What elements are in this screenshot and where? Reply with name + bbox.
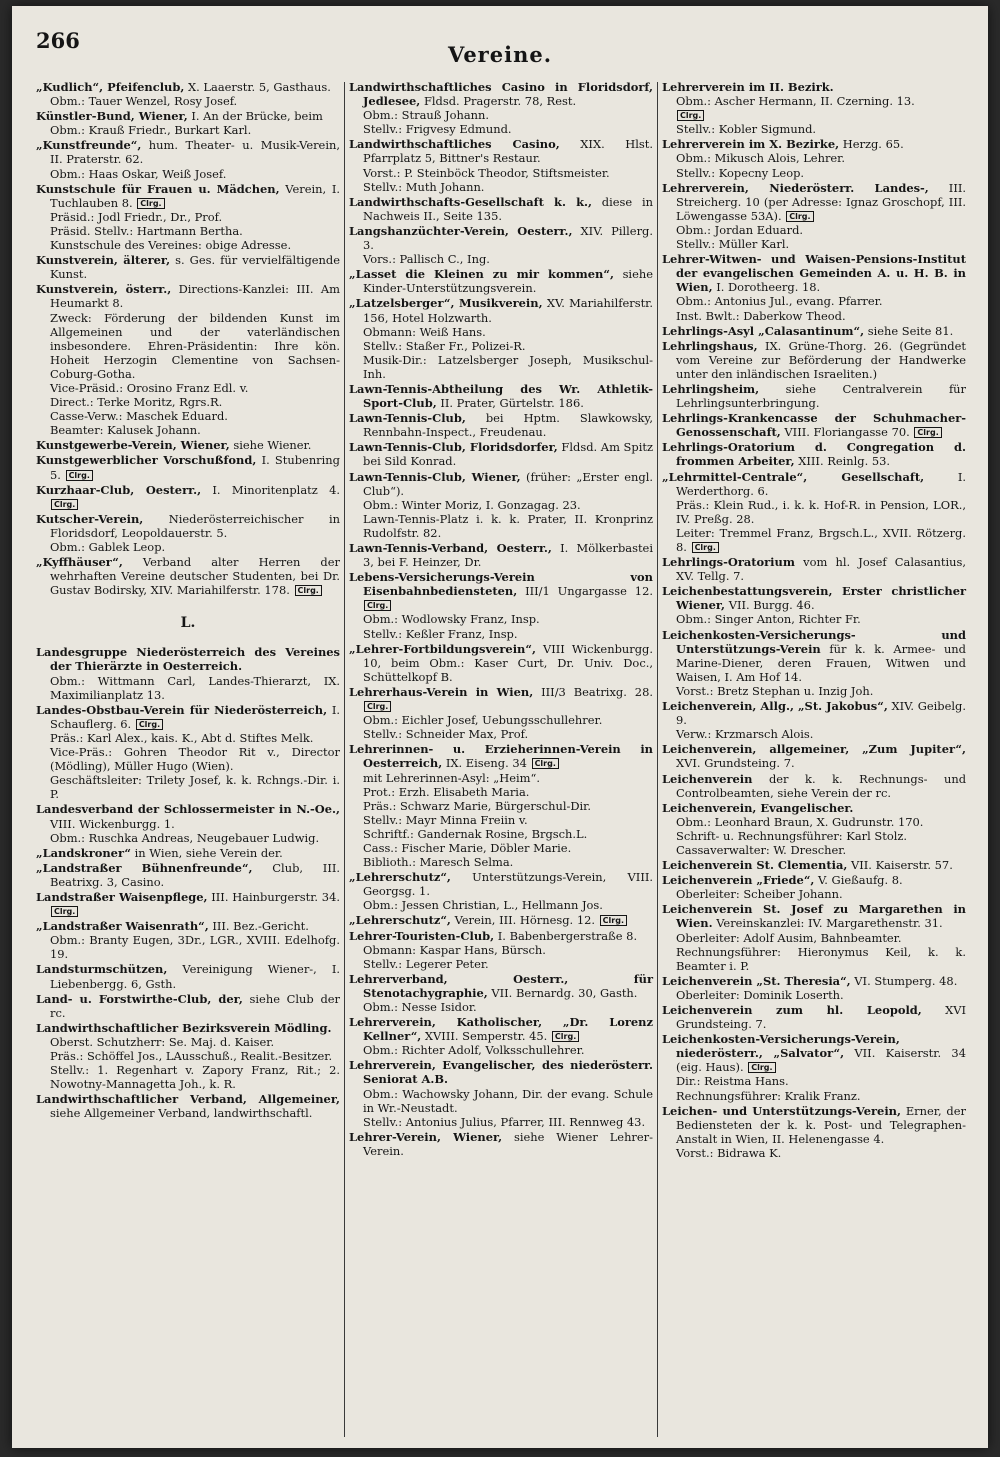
entry-address: I. Stubenring 5. [50, 453, 340, 482]
entry-name: „Lehrerschutz“, [349, 870, 451, 885]
entry-officer-line: Geschäftsleiter: Trilety Josef, k. k. Rchngs.-Dir. i. P. [50, 773, 340, 802]
entry-name: Kunstschule für Frauen u. Mädchen, [36, 181, 280, 196]
entry-officer-line: Stellv.: Muth Johann. [363, 179, 485, 194]
entry-name: Lehrerverein, Evangelischer, des niederösterr. Seniorat A.B. [349, 1058, 653, 1087]
entry-name: Lebens-Versicherungs-Verein von Eisenbahnbediensteten, [349, 570, 653, 599]
entry-officer-line: Obm.: Winter Moriz, I. Gonzagag. 23. [363, 497, 581, 512]
entry-officer-line: Stellv.: Kobler Sigmund. [676, 122, 817, 137]
entry-address: VIII Wickenburgg. 10, beim Obm.: Kaser Curt, Dr. Univ. Doc., Schüttelkopf B. [363, 641, 653, 684]
entry-officer-line: Stellv.: Frigvesy Edmund. [363, 122, 512, 137]
directory-entry [662, 324, 966, 338]
entry-name: Leichenkosten-Versicherungs- und Unterstützungs-Verein [662, 627, 966, 656]
entry-address: III. Streicherg. 10 (per Adresse: Ignaz Groschopf, III. Löwengasse 53A). [676, 180, 966, 223]
entry-name: Leichenverein, Allg., „St. Jakobus“, [662, 699, 888, 714]
entry-address: Fldsd. Am Spitz bei Sild Konrad. [363, 440, 653, 469]
entry-name: Leichenverein zum hl. Leopold, [662, 1003, 922, 1017]
entry-officer-line: Vice-Präs.: Gohren Theodor Rit v., Director (Mödling), Müller Hugo (Wien). [50, 745, 340, 774]
entry-name: „Kudlich“, Pfeifenclub, [36, 80, 185, 94]
directory-entry [349, 742, 653, 869]
entry-officer-line: Präs.: Schöffel Jos., LAusschuß., Realit.-Besitzer. [50, 1049, 333, 1063]
entry-name: Landesverband der Schlossermeister in N.-Oe., [36, 802, 340, 817]
entry-officer-line: Obm.: Jessen Christian, L., Hellmann Jos. [363, 898, 603, 913]
entry-name: Landwirthschaftlicher Bezirksverein Mödling. [36, 1020, 332, 1035]
clearing-badge: Clrg. [532, 758, 559, 769]
entry-name: Kunstgewerbe-Verein, Wiener, [36, 438, 230, 453]
entry-name: Künstler-Bund, Wiener, [36, 109, 188, 124]
entry-name: Kunstverein, älterer, [36, 253, 171, 268]
directory-entry [36, 1092, 340, 1120]
entry-officer-line: Obmann: Weiß Hans. [363, 324, 486, 339]
directory-entry [662, 699, 966, 741]
entry-officer-line: Cassaverwalter: W. Drescher. [676, 842, 847, 857]
entry-address: Erner, der Bediensteten der k. k. Post- und Telegraphen-Anstalt in Wien, II. Helenengasse 4. [676, 1103, 966, 1146]
entry-address: siehe Wiener. [233, 438, 312, 453]
directory-entry [36, 253, 340, 281]
entry-officer-line: Obm.: Ascher Hermann, II. Czerning. 13. [676, 94, 915, 109]
entry-address: in Wien, siehe Verein der. [134, 845, 283, 860]
directory-entry [349, 541, 653, 569]
directory-entry [349, 267, 653, 295]
entry-name: Lehrlingsheim, [662, 381, 760, 396]
entry-officer-line: Stellv.: Legerer Peter. [363, 956, 489, 971]
directory-entry [662, 873, 966, 901]
clearing-badge: Clrg. [51, 906, 78, 917]
entry-address: (früher: „Erster engl. Club“). [363, 469, 653, 498]
entry-address: IX. Eiseng. 34 [445, 756, 527, 771]
entry-address: siehe Centralverein für Lehrlingsunterbringung. [676, 381, 967, 411]
entry-address: I. An der Brücke, beim [191, 109, 323, 124]
entry-name: Landwirthschaftliches Casino in Floridsdorf, Jedlesee, [349, 80, 653, 109]
directory-entry [349, 382, 653, 410]
entry-officer-line: Obm.: Wachowsky Johann, Dir. der evang. Schule in Wr.-Neustadt. [363, 1086, 653, 1115]
directory-entry [36, 483, 340, 511]
entry-officer-line: Obm.: Richter Adolf, Volksschullehrer. [363, 1043, 585, 1058]
entry-name: Landwirthschaftlicher Verband, Allgemeiner, [36, 1092, 340, 1107]
entry-officer-line: Obm.: Branty Eugen, 3Dr., LGR., XVIII. Edelhofg. 19. [50, 933, 340, 962]
directory-entry [36, 109, 340, 137]
entry-address: I. Dorotheerg. 18. [716, 280, 821, 295]
entry-address: Vereinskanzlei: IV. Margarethenstr. 31. [716, 916, 943, 931]
entry-officer-line: Obm.: Eichler Josef, Uebungsschullehrer. [363, 713, 603, 728]
entry-address: XVI Grundsteing. 7. [676, 1003, 966, 1032]
directory-entry [349, 913, 653, 927]
directory-entry [349, 1015, 653, 1057]
entry-officer-line: Obm.: Antonius Jul., evang. Pfarrer. [676, 294, 883, 309]
entry-officer-line: Inst. Bwlt.: Daberkow Theod. [676, 308, 846, 323]
directory-entry [36, 861, 340, 889]
entry-address: I. Schauflerg. 6. [50, 702, 340, 731]
column-1 [32, 80, 344, 1438]
entry-officer-line: Obm.: Haas Oskar, Weiß Josef. [50, 166, 227, 181]
entry-officer-line: Dir.: Reistma Hans. [676, 1074, 789, 1089]
entry-officer-line: Stellv.: 1. Regenhart v. Zapory Franz, Rit.; 2. Nowotny-Mannagetta Joh., k. R. [50, 1063, 340, 1092]
entry-officer-line: Obm.: Strauß Johann. [363, 108, 490, 123]
entry-officer-line: Leiter: Tremmel Franz, Brgsch.L., XVII. Rötzerg. 8. Clrg. [676, 525, 966, 554]
entry-officer-line: Obmann: Kaspar Hans, Bürsch. [363, 942, 546, 957]
entry-address: III/3 Beatrixg. 28. [541, 684, 653, 699]
section-letter-heading: L. [180, 615, 196, 632]
entry-address: siehe Allgemeiner Verband, landwirthschaftl. [50, 1106, 313, 1121]
entry-officer-line: Schriftf.: Gandernak Rosine, Brgsch.L. [363, 826, 588, 841]
clearing-badge: Clrg. [692, 542, 719, 553]
entry-officer-line: Rechnungsführer: Kralik Franz. [676, 1088, 861, 1103]
entry-officer-line: Oberst. Schutzherr: Se. Maj. d. Kaiser. [50, 1034, 275, 1049]
directory-entry [662, 555, 966, 583]
entry-address: III/1 Ungargasse 12. [525, 584, 653, 599]
entry-name: „Lehrer-Fortbildungsverein“, [349, 641, 536, 656]
entry-name: Land- u. Forstwirthe-Club, der, [36, 991, 243, 1006]
entry-name: Lehrerverein, Niederösterr. Landes-, [662, 180, 929, 195]
directory-entry [662, 181, 966, 251]
entry-officer-line: Oberleiter: Scheiber Johann. [676, 887, 843, 902]
entry-name: Leichenverein St. Josef zu Margarethen in Wien. [662, 902, 966, 931]
entry-address: XV. Mariahilferstr. 156, Hotel Holzwarth. [363, 296, 654, 325]
entry-officer-line: Obm.: Singer Anton, Richter Fr. [676, 612, 861, 627]
entry-officer-line: Oberleiter: Dominik Loserth. [676, 987, 844, 1002]
column-3 [658, 80, 970, 1438]
entry-address: VI. Stumperg. 48. [854, 973, 958, 988]
directory-entry [36, 703, 340, 802]
directory-entry [349, 411, 653, 439]
entry-address: VIII. Wickenburgg. 1. [50, 816, 175, 831]
entry-officer-line: Obm.: Jordan Eduard. [676, 222, 804, 237]
entry-officer-line: Biblioth.: Maresch Selma. [363, 855, 514, 870]
entry-officer-line: Obm.: Tauer Wenzel, Rosy Josef. [50, 94, 238, 109]
entry-address: X. Laaerstr. 5, Gasthaus. [188, 80, 331, 94]
entry-name: Lehrerhaus-Verein in Wien, [349, 684, 534, 699]
entry-officer-line: Direct.: Terke Moritz, Rgrs.R. [50, 395, 223, 410]
entry-address: hum. Theater- u. Musik-Verein, II. Praterstr. 62. [50, 138, 340, 167]
entry-officer-line: mit Lehrerinnen-Asyl: „Heim“. [363, 770, 540, 785]
entry-officer-line: Obm.: Wodlowsky Franz, Insp. [363, 612, 540, 627]
clearing-badge: Clrg. [364, 701, 391, 712]
entry-address: diese in Nachweis II., Seite 135. [363, 194, 654, 223]
entry-name: Lawn-Tennis-Verband, Oesterr., [349, 541, 552, 555]
entry-officer-line: Obm.: Ruschka Andreas, Neugebauer Ludwig. [50, 830, 320, 845]
entry-name: Lehrlingshaus, [662, 338, 758, 353]
entry-officer-line: Stellv.: Müller Karl. [676, 237, 790, 252]
entry-officer-line: Präs.: Karl Alex., kais. K., Abt d. Stiftes Melk. [50, 730, 314, 745]
entry-name: Lehrlings-Oratorium [662, 555, 795, 570]
entry-name: „Landstraßer Bühnenfreunde“, [36, 860, 253, 875]
directory-entry [349, 972, 653, 1014]
entry-officer-line: Stellv.: Mayr Minna Freiin v. [363, 812, 528, 827]
directory-entry [349, 685, 653, 741]
entry-name: Kunstgewerblicher Vorschußfond, [36, 453, 257, 468]
clearing-badge: Clrg. [137, 198, 164, 209]
entry-name: Kurzhaar-Club, Oesterr., [36, 482, 202, 497]
entry-address: Fldsd. Pragerstr. 78, Rest. [423, 94, 577, 109]
entry-name: Leichenverein St. Clementia, [662, 858, 848, 873]
directory-columns [32, 80, 970, 1438]
entry-officer-line: Vorst.: Bretz Stephan u. Inzig Joh. [676, 683, 874, 698]
entry-address: XIII. Reinlg. 53. [798, 454, 891, 469]
entry-officer-line: Vorst.: Bidrawa K. [676, 1145, 782, 1160]
entry-officer-line: Präs.: Klein Rud., i. k. k. Hof-R. in Pension, LOR., IV. Preßg. 28. [676, 497, 966, 526]
directory-entry [349, 1130, 653, 1158]
entry-address: XVIII. Semperstr. 45. [424, 1029, 548, 1044]
entry-officer-line: Obm.: Wittmann Carl, Landes-Thierarzt, IX. Maximilianplatz 13. [50, 673, 340, 702]
entry-name: Leichen- und Unterstützungs-Verein, [662, 1103, 901, 1118]
entry-address: VII. Kaiserstr. 57. [851, 858, 953, 873]
directory-entry [662, 628, 966, 698]
directory-entry [349, 929, 653, 971]
directory-entry [662, 80, 966, 136]
page-title: Vereine. [447, 42, 553, 67]
entry-officer-line: Stellv.: Kopecny Leop. [676, 165, 805, 180]
entry-name: „Landstraßer Waisenrath“, [36, 919, 209, 934]
directory-entry [349, 1058, 653, 1128]
entry-name: Leichenverein, Evangelischer. [662, 800, 854, 815]
directory-entry [36, 512, 340, 554]
directory-entry [36, 182, 340, 252]
entry-address: XVI. Grundsteing. 7. [676, 756, 795, 771]
entry-name: Lehrerverein im II. Bezirk. [662, 80, 834, 94]
directory-entry [349, 80, 653, 136]
directory-entry [662, 470, 966, 555]
directory-entry [36, 138, 340, 180]
entry-address: Verband alter Herren der wehrhaften Vereine deutscher Studenten, bei Dr. Gustav Bodirsky, XIV. Mariahilferstr. 178. [50, 555, 340, 598]
entry-officer-line: Obm.: Krauß Friedr., Burkart Karl. [50, 123, 252, 138]
entry-address: II. Prater, Gürtelstr. 186. [440, 396, 584, 411]
directory-entry [662, 1003, 966, 1031]
directory-entry [349, 440, 653, 468]
entry-address: III. Hainburgerstr. 34. [211, 889, 340, 904]
directory-entry [349, 296, 653, 381]
entry-address: der k. k. Rechnungs- und Controlbeamten, siehe Verein der rc. [676, 771, 967, 800]
entry-name: Lawn-Tennis-Club, Wiener, [349, 469, 521, 484]
directory-entry [662, 858, 966, 872]
directory-entry [36, 80, 340, 108]
entry-address: V. Gießaufg. 8. [818, 873, 903, 888]
entry-officer-line: Obm.: Leonhard Braun, X. Gudrunstr. 170. [676, 814, 924, 829]
directory-entry [36, 282, 340, 437]
entry-address: bei Hptm. Slawkowsky, Rennbahn-Inspect., Freudenau. [363, 411, 653, 440]
directory-entry [662, 382, 966, 410]
entry-officer-line: Prot.: Erzh. Elisabeth Maria. [363, 784, 530, 799]
clearing-badge: Clrg. [677, 110, 704, 121]
entry-officer-line: Schrift- u. Rechnungsführer: Karl Stolz. [676, 828, 908, 843]
entry-name: Leichenverein „St. Theresia“, [662, 973, 851, 988]
clearing-badge: Clrg. [914, 427, 941, 438]
entry-officer-line: Rechnungsführer: Hieronymus Keil, k. k. Beamter i. P. [676, 944, 966, 973]
entry-name: Lawn-Tennis-Club, Floridsdorfer, [349, 440, 558, 455]
entry-officer-line: Beamter: Kalusek Johann. [50, 423, 201, 438]
directory-entry [662, 902, 966, 972]
entry-name: Lehrerverein, Katholischer, „Dr. Lorenz Kellner“, [349, 1015, 653, 1044]
column-2 [345, 80, 657, 1438]
entry-officer-line: Casse-Verw.: Maschek Eduard. [50, 409, 228, 424]
entry-name: Kunstverein, österr., [36, 282, 172, 297]
entry-name: Lehrerinnen- u. Erzieherinnen-Verein in Oesterreich, [349, 742, 653, 771]
entry-address: s. Ges. für vervielfältigende Kunst. [50, 253, 340, 282]
directory-entry [36, 919, 340, 961]
entry-name: Leichenverein „Friede“, [662, 873, 815, 888]
entry-name: Lehrlings-Asyl „Calasantinum“, [662, 323, 865, 338]
entry-name: Landwirthschafts-Gesellschaft k. k., [349, 194, 592, 209]
entry-address: vom hl. Josef Calasantius, XV. Tellg. 7. [676, 555, 966, 584]
entry-officer-line: Obm.: Mikusch Alois, Lehrer. [676, 151, 846, 166]
clearing-badge: Clrg. [552, 1031, 579, 1042]
directory-entry [36, 555, 340, 597]
entry-address: XIX. Hlst. Pfarrplatz 5, Bittner's Restaur. [363, 137, 654, 166]
clearing-badge: Clrg. [136, 719, 163, 730]
entry-officer-line: Stellv.: Staßer Fr., Polizei-R. [363, 338, 526, 353]
directory-entry [662, 801, 966, 857]
entry-officer-line: Präs.: Schwarz Marie, Bürgerschul-Dir. [363, 798, 592, 813]
entry-address: VII. Kaiserstr. 34 (eig. Haus). [676, 1046, 966, 1075]
directory-entry [349, 137, 653, 193]
entry-name: Leichenbestattungsverein, Erster christlicher Wiener, [662, 584, 966, 613]
scanned-page [12, 6, 988, 1448]
directory-entry [36, 645, 340, 701]
entry-address: siehe Club der rc. [50, 991, 340, 1020]
entry-officer-line: Vors.: Pallisch C., Ing. [363, 252, 490, 267]
directory-entry [662, 440, 966, 468]
directory-entry [36, 992, 340, 1020]
entry-address: XIV. Geibelg. 9. [676, 699, 967, 728]
entry-name: Leichenkosten-Versicherungs-Verein, niederösterr., „Salvator“, [662, 1032, 900, 1061]
directory-entry [662, 1032, 966, 1102]
entry-address: I. Werderthorg. 6. [676, 469, 967, 498]
page-number: 266 [36, 28, 80, 53]
entry-officer-line: Oberleiter: Adolf Ausim, Bahnbeamter. [676, 930, 902, 945]
entry-address: IX. Grüne-Thorg. 26. (Gegründet vom Vereine zur Beförderung der Handwerke unter den inländischen Israeliten.) [676, 338, 966, 381]
entry-name: Lawn-Tennis-Club, [349, 411, 466, 426]
entry-name: „Landskroner“ [36, 845, 131, 860]
entry-name: „Lasset die Kleinen zu mir kommen“, [349, 267, 614, 282]
entry-officer-line: Kunstschule des Vereines: obige Adresse. [50, 238, 292, 253]
directory-entry [36, 846, 340, 860]
directory-entry [349, 224, 653, 266]
entry-name: Leichenverein, allgemeiner, „Zum Jupiter“, [662, 742, 966, 757]
directory-entry [662, 584, 966, 626]
entry-name: Landsturmschützen, [36, 962, 168, 977]
entry-address: siehe Kinder-Unterstützungsverein. [363, 267, 653, 296]
entry-name: Lehrerverein im X. Bezirke, [662, 137, 840, 152]
clearing-badge: Clrg. [600, 915, 627, 926]
entry-address: I. Mölkerbastei 3, bei F. Heinzer, Dr. [363, 541, 653, 570]
directory-entry [349, 570, 653, 640]
entry-name: Kutscher-Verein, [36, 511, 144, 526]
entry-officer-line: Stellv.: Schneider Max, Prof. [363, 727, 529, 742]
directory-entry [662, 339, 966, 381]
entry-address: Niederösterreichischer in Floridsdorf, Leopoldauerstr. 5. [50, 511, 340, 540]
entry-officer-line: Obm.: Gablek Leop. [50, 540, 166, 554]
entry-address: Vereinigung Wiener-, I. Liebenbergg. 6, Gsth. [50, 962, 341, 991]
entry-officer-line: Präsid.: Jodl Friedr., Dr., Prof. [50, 209, 223, 224]
directory-entry [662, 137, 966, 179]
entry-address: VII. Bernardg. 30, Gasth. [491, 985, 638, 1000]
entry-name: „Latzelsberger“, Musikverein, [349, 296, 543, 311]
entry-address: siehe Seite 81. [867, 323, 954, 338]
entry-officer-line: Vorst.: P. Steinböck Theodor, Stiftsmeister. [363, 165, 610, 180]
entry-address: siehe Wiener Lehrer-Verein. [363, 1129, 653, 1158]
clearing-badge: Clrg. [51, 499, 78, 510]
entry-name: Lehrlings-Oratorium d. Congregation d. frommen Arbeiter, [662, 440, 966, 469]
entry-name: „Kunstfreunde“, [36, 138, 142, 153]
entry-address: Verein, III. Hörnesg. 12. [454, 913, 596, 928]
entry-name: Landes-Obstbau-Verein für Niederösterreich, [36, 702, 328, 717]
directory-entry [36, 438, 340, 452]
directory-entry [662, 742, 966, 770]
directory-entry [662, 772, 966, 800]
directory-entry [349, 870, 653, 912]
directory-entry [36, 1021, 340, 1091]
directory-entry [36, 890, 340, 918]
directory-entry [662, 252, 966, 322]
entry-name: „Lehrmittel-Centrale“, Gesellschaft, [662, 469, 925, 484]
directory-entry [662, 974, 966, 1002]
entry-name: Leichenverein [662, 771, 753, 786]
entry-officer-line: Cass.: Fischer Marie, Döbler Marie. [363, 840, 572, 855]
directory-entry [36, 962, 340, 990]
entry-officer-line: Lawn-Tennis-Platz i. k. k. Prater, II. Kronprinz Rudolfstr. 82. [363, 511, 653, 540]
entry-officer-line: Obm.: Nesse Isidor. [363, 1000, 477, 1014]
entry-name: Lehrlings-Krankencasse der Schuhmacher-Genossenschaft, [662, 411, 966, 440]
entry-address: VIII. Floriangasse 70. [784, 425, 910, 440]
directory-entry [349, 642, 653, 684]
entry-name: Lehrer-Witwen- und Waisen-Pensions-Institut der evangelischen Gemeinden A. u. H. B. in Wien, [662, 252, 966, 295]
entry-address: Unterstützungs-Verein, VIII. Georgsg. 1. [363, 870, 653, 899]
directory-entry [36, 802, 340, 844]
entry-name: Lehrer-Verein, Wiener, [349, 1129, 503, 1144]
entry-name: Lehrer-Touristen-Club, [349, 928, 495, 943]
entry-name: Langshanzüchter-Verein, Oesterr., [349, 223, 573, 238]
entry-address: Club, III. Beatrixg. 3, Casino. [50, 860, 340, 889]
clearing-badge: Clrg. [295, 585, 322, 596]
entry-address: III. Bez.-Gericht. [212, 919, 309, 934]
entry-officer-line: Zweck: Förderung der bildenden Kunst im Allgemeinen und der vaterländischen insbesondere. Ehren-Präsidentin: Ihre kön. Hoheit Herzogin Clementine von Sachsen-Coburg-Gotha. [50, 310, 340, 381]
entry-name: Landstraßer Waisenpflege, [36, 889, 208, 904]
entry-address: Herzg. 65. [842, 137, 904, 152]
entry-officer-line: Vice-Präsid.: Orosino Franz Edl. v. [50, 380, 249, 395]
entry-address: XIV. Pillerg. 3. [363, 223, 653, 253]
entry-address: VII. Burgg. 46. [728, 598, 815, 613]
clearing-badge: Clrg. [748, 1062, 775, 1073]
entry-address: I. Babenbergerstraße 8. [497, 928, 638, 943]
clearing-badge: Clrg. [786, 211, 813, 222]
entry-name: Lawn-Tennis-Abtheilung des Wr. Athletik-Sport-Club, [349, 381, 653, 411]
directory-entry [349, 470, 653, 540]
directory-entry [36, 453, 340, 481]
entry-name: „Lehrerschutz“, [349, 913, 451, 928]
entry-name: Landesgruppe Niederösterreich des Vereines der Thierärzte in Oesterreich. [36, 645, 340, 674]
entry-officer-line: Stellv.: Keßler Franz, Insp. [363, 626, 518, 641]
entry-address: Directions-Kanzlei: III. Am Heumarkt 8. [50, 282, 340, 311]
directory-entry [662, 1104, 966, 1160]
clearing-badge: Clrg. [66, 470, 93, 481]
entry-officer-line: Präsid. Stellv.: Hartmann Bertha. [50, 223, 243, 238]
entry-address: I. Minoritenplatz 4. [212, 482, 340, 497]
entry-name: Lehrerverband, Oesterr., für Stenotachygraphie, [349, 971, 653, 1000]
entry-name: Landwirthschaftliches Casino, [349, 137, 560, 152]
entry-address: für k. k. Armee- und Marine-Diener, deren Frauen, Witwen und Waisen, I. Am Hof 14. [676, 641, 966, 684]
entry-name: „Kyffhäuser“, [36, 555, 123, 570]
directory-entry [662, 411, 966, 439]
directory-entry [349, 195, 653, 223]
entry-officer-line: Verw.: Krzmarsch Alois. [676, 727, 814, 742]
entry-address: Verein, I. Tuchlauben 8. [50, 181, 341, 210]
clearing-badge: Clrg. [364, 600, 391, 611]
entry-officer-line: Musik-Dir.: Latzelsberger Joseph, Musikschul-Inh. [363, 352, 653, 381]
entry-officer-line: Stellv.: Antonius Julius, Pfarrer, III. Rennweg 43. [363, 1114, 646, 1129]
